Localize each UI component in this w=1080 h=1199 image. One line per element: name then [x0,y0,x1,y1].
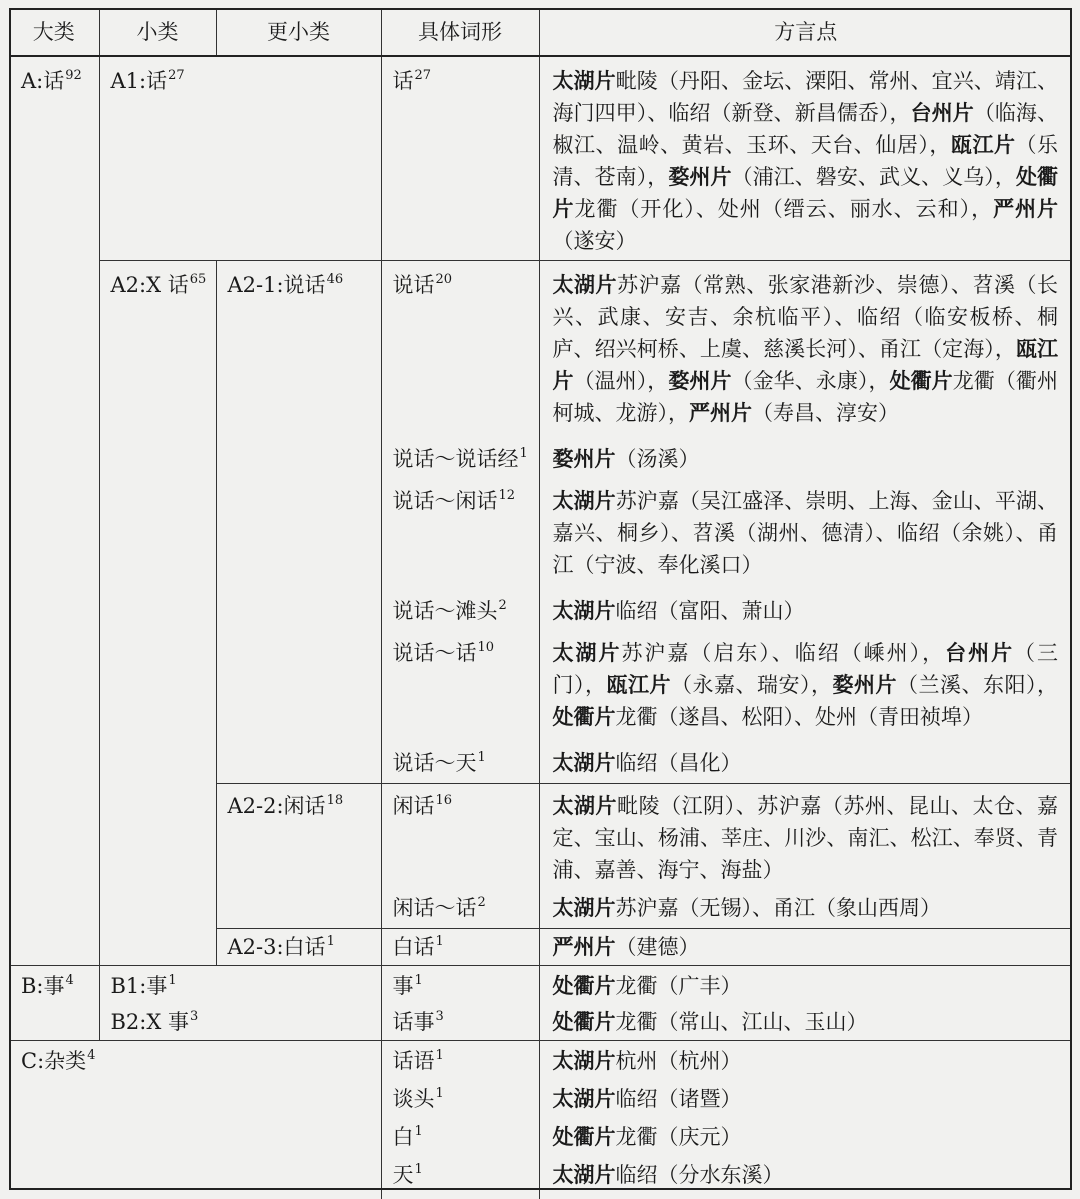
minor-category-cell: B2:X 事$^3$ [99,1004,381,1041]
dialect-points-cell: 太湖片临绍（富阳、萧山） [539,591,1072,633]
dialect-points-cell: 处衢片龙衢（常山、江山、玉山） [539,1004,1072,1041]
word-form-cell: 闲话$^{16}$ [381,784,539,891]
header-word-form: 具体词形 [381,8,539,56]
dialect-points-cell: 太湖片苏沪嘉（常熟、张家港新沙、崇德）、苕溪（长兴、武康、安吉、余杭临平）、临绍（临安板桥、桐庐、绍兴柯桥、上虞、慈溪长河）、甬江（定海），瓯江片（温州），婺州片（金华、永康），处衢片龙衢（衢州柯城、龙游），严州片（寿昌、淳安） [539,261,1072,436]
header-row [9,8,1072,56]
table-row [9,1004,1072,1041]
dialect-points-cell: 处衢片龙衢（庆元） [539,1117,1072,1155]
major-category-cell: B:事$^4$ [9,966,99,1041]
minor-category-cell: B1:事$^1$ [99,966,381,1005]
word-form-cell: 说话～说话经$^1$ [381,435,539,481]
dialect-points-cell: 太湖片杭州（杭州） [539,1041,1072,1080]
dialect-points-cell: 严州片（建德） [539,929,1072,966]
major-category-cell: C:杂类$^4$ [9,1041,381,1199]
dialect-points-cell: 太湖片苏沪嘉（启东）、临绍（嵊州），台州片（三门），瓯江片（永嘉、瑞安），婺州片（兰溪、东阳），处衢片龙衢（遂昌、松阳）、处州（青田祯埠） [539,633,1072,743]
word-form-cell: 说话$^{20}$ [381,261,539,436]
dialect-points-cell: 太湖片临绍（昌化） [539,743,1072,784]
minor-category-cell: A2:X 话$^{65}$ [99,261,216,966]
dialect-points-cell: 婺州片（汤溪） [539,435,1072,481]
word-form-cell: 话语$^1$ [381,1041,539,1080]
word-form-cell: 谈头$^1$ [381,1079,539,1117]
table-row [9,56,1072,261]
dialect-points-cell: 太湖片临绍（分水东溪） [539,1155,1072,1199]
dialect-points-cell: 处衢片龙衢（广丰） [539,966,1072,1005]
table-row [9,261,1072,436]
word-form-cell: 闲话～话$^2$ [381,890,539,929]
major-category-cell: A:话$^{92}$ [9,56,99,966]
sub-category-cell: A2-1:说话$^{46}$ [216,261,381,784]
word-form-cell: 天$^1$ [381,1155,539,1199]
dialect-points-cell: 太湖片临绍（诸暨） [539,1079,1072,1117]
word-form-cell: 说话～闲话$^{12}$ [381,481,539,591]
word-form-cell: 说话～滩头$^2$ [381,591,539,633]
word-form-cell: 话$^{27}$ [381,56,539,261]
header-dialect-points: 方言点 [539,8,1072,56]
word-form-cell: 白话$^1$ [381,929,539,966]
header-sub-category: 更小类 [216,8,381,56]
header-minor-category: 小类 [99,8,216,56]
table-row [9,966,1072,1005]
word-form-cell: 说话～天$^1$ [381,743,539,784]
dialect-points-cell: 太湖片毗陵（丹阳、金坛、溧阳、常州、宜兴、靖江、海门四甲）、临绍（新登、新昌儒岙），台州片（临海、椒江、温岭、黄岩、玉环、天台、仙居），瓯江片（乐清、苍南），婺州片（浦江、磐安、武义、义乌），处衢片龙衢（开化）、处州（缙云、丽水、云和），严州片（遂安） [539,56,1072,261]
table-row [9,1041,1072,1080]
word-form-cell: 话事$^3$ [381,1004,539,1041]
dialect-points-cell: 太湖片苏沪嘉（无锡）、甬江（象山西周） [539,890,1072,929]
word-form-cell: 事$^1$ [381,966,539,1005]
dialect-points-cell: 太湖片毗陵（江阴）、苏沪嘉（苏州、昆山、太仓、嘉定、宝山、杨浦、莘庄、川沙、南汇、松江、奉贤、青浦、嘉善、海宁、海盐） [539,784,1072,891]
word-form-cell: 说话～话$^{10}$ [381,633,539,743]
header-major-category: 大类 [9,8,99,56]
word-form-cell: 白$^1$ [381,1117,539,1155]
sub-category-cell: A2-2:闲话$^{18}$ [216,784,381,929]
dialect-points-cell: 太湖片苏沪嘉（吴江盛泽、崇明、上海、金山、平湖、嘉兴、桐乡）、苕溪（湖州、德清）、临绍（余姚）、甬江（宁波、奉化溪口） [539,481,1072,591]
dialect-table [9,8,1072,1199]
minor-category-cell: A1:话$^{27}$ [99,56,381,261]
sub-category-cell: A2-3:白话$^1$ [216,929,381,966]
